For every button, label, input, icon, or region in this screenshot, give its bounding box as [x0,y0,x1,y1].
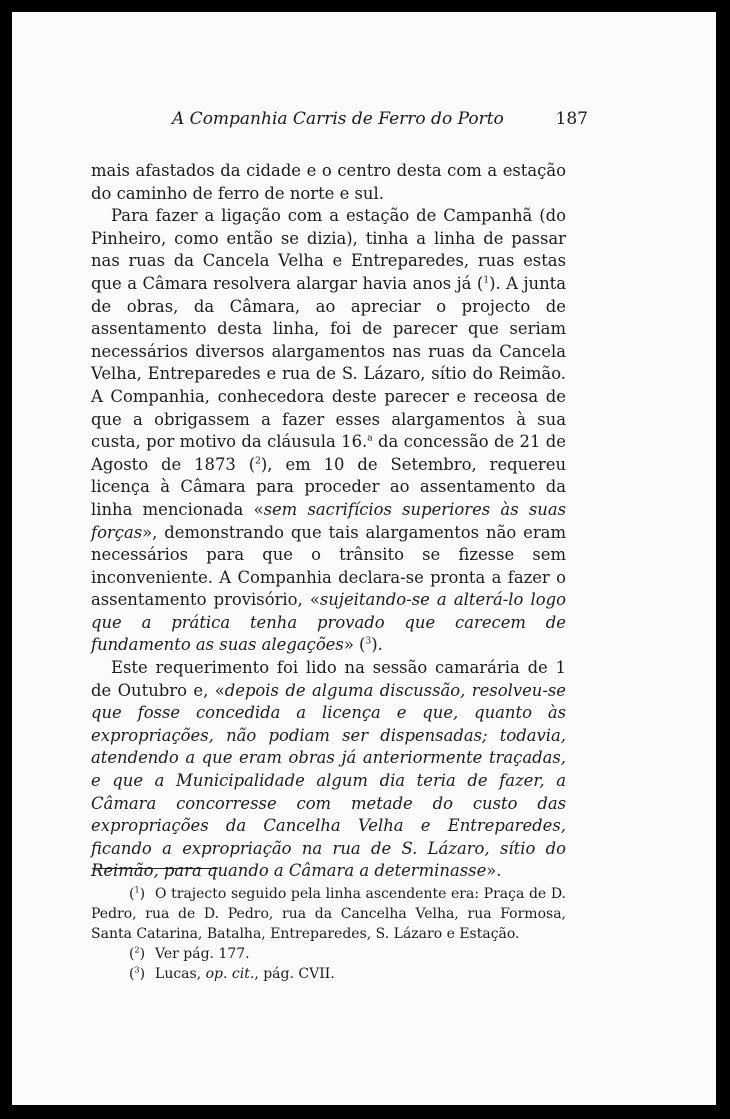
footnote-ref-3[interactable]: 3 [365,637,372,647]
text-run: da concessão de 21 de Agosto de 1873 ( [91,432,566,474]
footnote-text: , pág. CVII. [254,966,335,982]
quotation-italic: sujeitando-se a alterá-lo logo que a prática tenha provado que carecem de fundamento as suas alegações [91,590,566,655]
quotation-italic: sem sacrifícios superiores às suas forças [91,499,566,542]
footnote-3 [91,964,566,984]
paragraph-3 [91,657,566,883]
footnote-1 [91,884,566,944]
text-run: ». [486,861,502,881]
ordinal-suffix: a [367,433,373,444]
footnote-text: Ver pág. 177. [155,946,250,962]
page-number: 187 [555,109,588,129]
footnote-2 [91,944,566,964]
paragraph-2 [91,205,566,657]
footnote-text: Lucas, [155,966,206,982]
text-run: », demonstrando que tais alargamentos não eram necessários para que o trânsito se fizesse sem inconveniente. A Companhia declara-se pronta a fazer o assentamento provisório, « [91,522,566,610]
footnote-mark: ($^2$) [129,945,146,962]
footnotes [91,884,566,984]
footnote-mark: ($^1$) [129,885,146,902]
body-text [91,160,566,883]
footnote-divider [92,868,218,869]
running-title: A Companhia Carris de Ferro do Porto [172,109,504,129]
footnote-ref-2[interactable]: 2 [255,456,261,467]
footnote-text-italic: op. cit. [205,966,255,982]
text-run: Para fazer a ligação com a estação de Campanhã (do Pinheiro, como então se dizia), tinha a linha de passar nas ruas da Cancela Velha e Entreparedes, ruas estas que a Câmara resolvera alargar havia anos já ( [91,206,566,293]
text-run: ). A junta de obras, da Câmara, ao apreciar o projecto de assentamento desta linha, foi de parecer que seriam necessários diversos alargamentos nas ruas da Cancela Velha, Entreparedes e rua de S. Lázaro, sítio do Reimão. A Companhia, conhecedora deste parecer e receosa de que a obrigassem a fazer esses alargamentos à sua custa, por motivo da cláusula 16. [91,273,566,452]
text-run: » ( [343,635,366,655]
text-run: ). [371,635,383,655]
footnote-text: O trajecto seguido pela linha ascendente era: Praça de D. Pedro, rua de D. Pedro, rua da Cancelha Velha, rua Formosa, Santa Catarina, Batalha, Entreparedes, S. Lázaro e Estação. [91,886,566,942]
text-run: Este requerimento foi lido na sessão camarária de 1 de Outubro e, « [91,658,566,700]
book-page [12,12,716,1105]
paragraph-1: mais afastados da cidade e o centro desta com a estação do caminho de ferro de norte e sul. [91,161,566,203]
footnote-mark: ($^3$) [129,965,146,982]
text-run: ), em 10 de Setembro, requereu licença à Câmara para proceder ao assentamento da linha mencionada « [91,454,567,519]
footnote-ref-1[interactable]: 1 [483,275,490,286]
quotation-italic: depois de alguma discussão, resolveu-se que fosse concedida a licença e que, quanto às expropriações, não podiam ser dispensadas; todavia, atendendo a que eram obras já anteriormente traçadas, e que a Municipalidade algum dia teria de fazer, a Câmara concorresse com metade do custo das expropriações da Cancelha Velha e Entreparedes, ficando a expropriação na rua de S. Lázaro, sítio do Reimão, para quando a Câmara a determinasse [91,680,566,881]
